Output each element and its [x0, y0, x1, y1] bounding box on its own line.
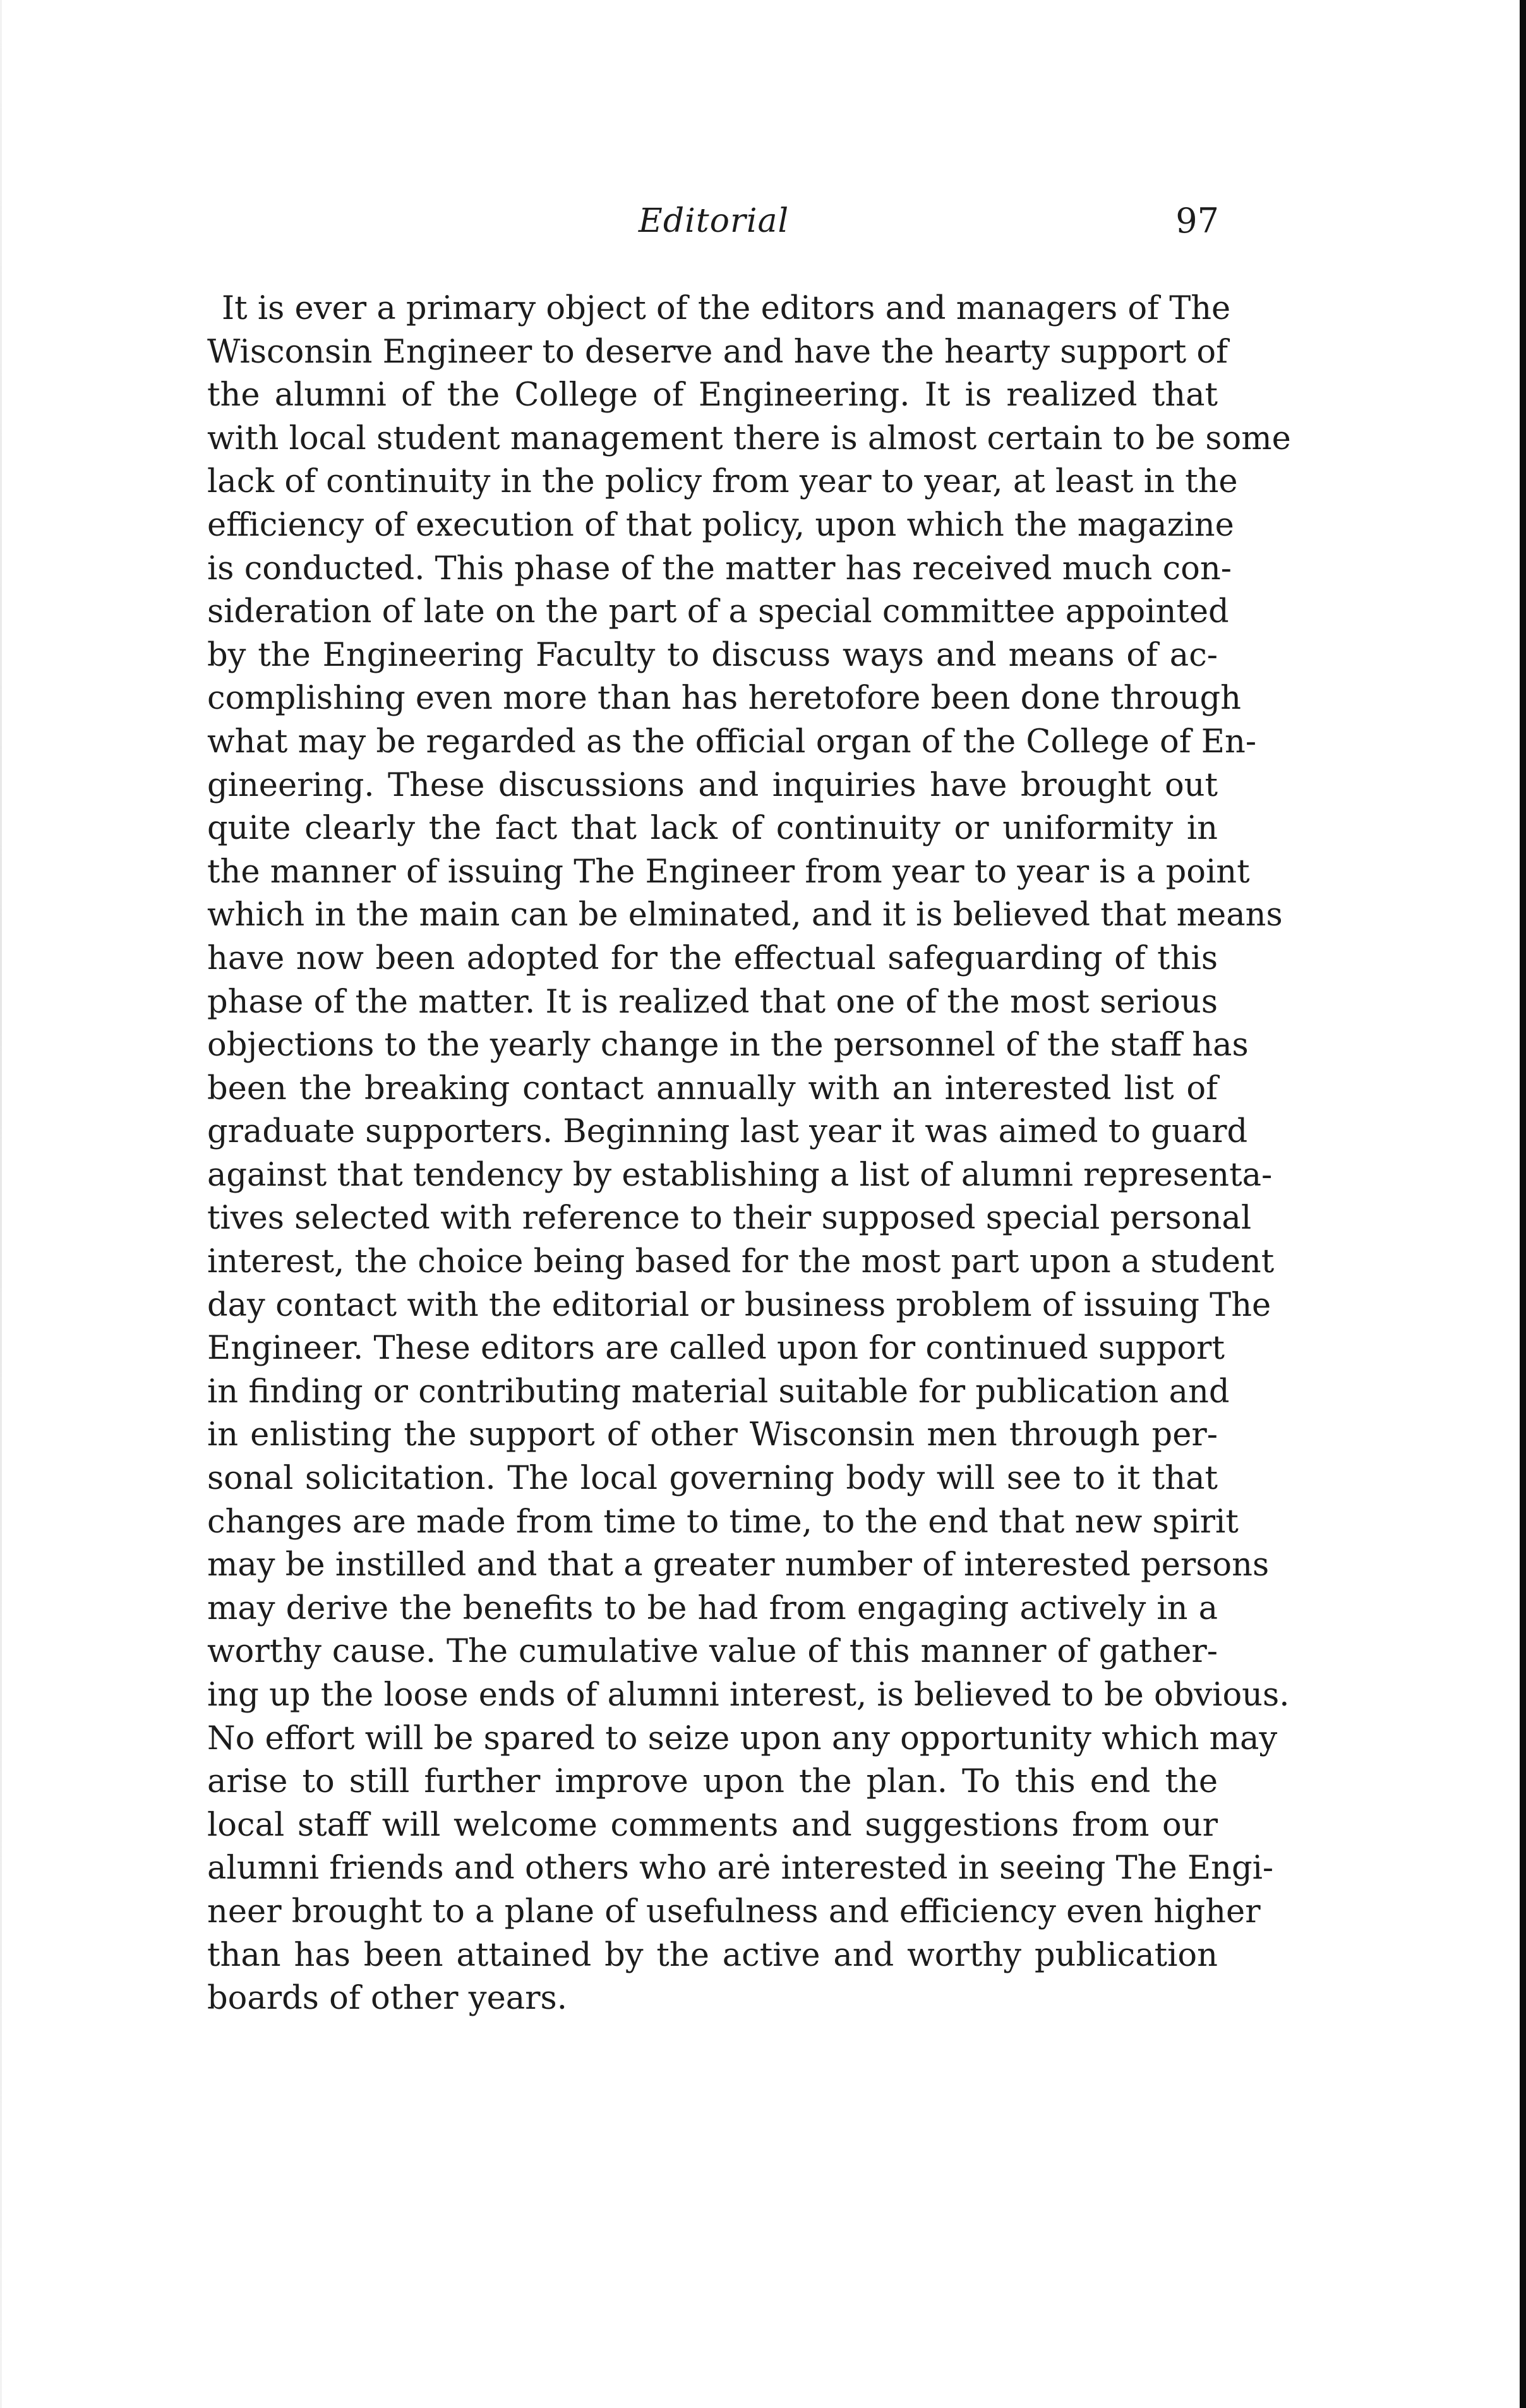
text-line: neer brought to a plane of usefulness and efficiency even higher: [207, 1893, 1261, 1930]
running-head: [208, 196, 1219, 246]
text-line: may derive the benefits to be had from engaging actively in a: [207, 1589, 1218, 1627]
text-line: efficiency of execution of that policy, upon which the magazine: [207, 506, 1234, 544]
text-line: with local student management there is almost certain to be some: [207, 419, 1291, 457]
text-line: local staff will welcome comments and suggestions from our: [207, 1806, 1218, 1844]
text-line: phase of the matter. It is realized that one of the most serious: [207, 983, 1218, 1021]
text-line: boards of other years.: [207, 1980, 567, 2018]
running-title: Editorial: [638, 202, 790, 240]
text-line: which in the main can be elminated, and it is believed that means: [207, 896, 1283, 934]
text-line: the manner of issuing The Engineer from year to year is a point: [207, 853, 1250, 891]
text-line: It is ever a primary object of the editors and managers of The: [222, 290, 1231, 327]
text-line: have now been adopted for the effectual safeguarding of this: [207, 939, 1218, 977]
scan-gutter: [0, 0, 2, 2408]
text-line: may be instilled and that a greater number of interested persons: [207, 1546, 1270, 1584]
text-line: objections to the yearly change in the personnel of the staff has: [207, 1026, 1249, 1064]
text-line: No effort will be spared to seize upon any opportunity which may: [207, 1719, 1278, 1757]
text-line: complishing even more than has heretofore been done through: [207, 680, 1242, 718]
text-line: gineering. These discussions and inquiries have brought out: [207, 766, 1218, 804]
text-line: Engineer. These editors are called upon for continued support: [207, 1330, 1225, 1368]
text-line: interest, the choice being based for the most part upon a student: [207, 1243, 1275, 1281]
text-line: the alumni of the College of Engineering. It is realized that: [207, 376, 1218, 414]
text-line: in finding or contributing material suitable for publication and: [207, 1373, 1230, 1411]
text-line: than has been attained by the active and worthy publication: [207, 1936, 1218, 1974]
text-line: against that tendency by establishing a list of alumni representa-: [207, 1156, 1273, 1194]
page-number: 97: [1175, 201, 1219, 241]
text-line: changes are made from time to time, to the end that new spirit: [207, 1503, 1239, 1541]
text-line: is conducted. This phase of the matter has received much con-: [207, 550, 1232, 587]
editorial-paragraph: [207, 287, 1291, 2021]
text-line: arise to still further improve upon the plan. To this end the: [207, 1763, 1218, 1801]
text-line: graduate supporters. Beginning last year it was aimed to guard: [207, 1113, 1248, 1151]
text-line: Wisconsin Engineer to deserve and have the hearty support of: [207, 333, 1228, 371]
text-line: been the breaking contact annually with an interested list of: [207, 1069, 1218, 1107]
text-line: lack of continuity in the policy from year to year, at least in the: [207, 463, 1238, 501]
text-line: by the Engineering Faculty to discuss ways and means of ac-: [207, 636, 1218, 674]
text-line: worthy cause. The cumulative value of this manner of gather-: [207, 1633, 1218, 1671]
text-line: quite clearly the fact that lack of continuity or uniformity in: [207, 810, 1218, 848]
scan-edge: [1520, 0, 1526, 2408]
text-line: ing up the loose ends of alumni interest, is believed to be obvious.: [207, 1677, 1290, 1714]
text-line: sonal solicitation. The local governing body will see to it that: [207, 1460, 1218, 1498]
text-line: day contact with the editorial or business problem of issuing The: [207, 1286, 1271, 1324]
text-line: alumni friends and others who arė interested in seeing The Engi-: [207, 1850, 1274, 1887]
text-line: in enlisting the support of other Wisconsin men through per-: [207, 1416, 1218, 1454]
text-line: what may be regarded as the official organ of the College of En-: [207, 723, 1257, 761]
text-line: tives selected with reference to their supposed special personal: [207, 1200, 1252, 1237]
text-line: sideration of late on the part of a special committee appointed: [207, 593, 1229, 631]
